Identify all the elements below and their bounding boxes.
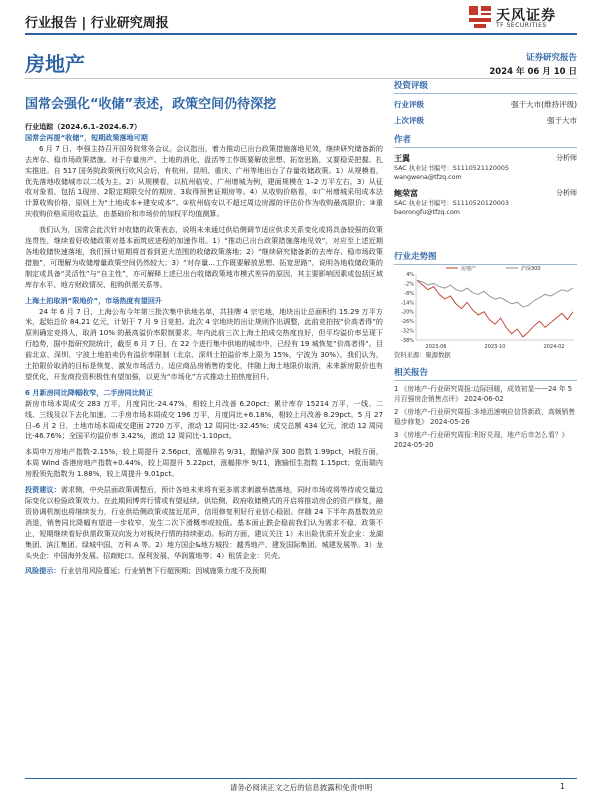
series-line (417, 280, 573, 337)
footer-rule (25, 778, 577, 779)
subheading-1: 国常会再提“收储”，短期政策落地可期 (25, 132, 148, 142)
x-tick-label: 2023-06 (425, 344, 447, 350)
legend-label: 沪深300 (521, 266, 541, 272)
footer-disclaimer: 请务必阅读正文之后的信息披露和免责申明 (229, 783, 373, 792)
related-list (394, 384, 577, 450)
logo-mark-icon (468, 5, 492, 29)
author-title: 作者 (394, 133, 577, 148)
analyst-2-name: 鲍荣富 (394, 189, 418, 198)
analyst-2-email[interactable]: baorongfu@tfzq.com (394, 209, 460, 216)
analyst-2 (394, 188, 577, 217)
rating-value: 强于大市(维持评级) (511, 100, 577, 109)
y-tick-label: -2% (404, 281, 414, 288)
series-line (417, 280, 573, 307)
analyst-2-sac: SAC 执业证书编号：S1110520120003 (394, 200, 509, 207)
analyst-1-role: 分析师 (556, 154, 577, 162)
related-item[interactable]: 2 《房地产-行业研究周报:多地迅速响应信贷新政，高频销售稳步修复》 2024-05-26 (394, 408, 576, 426)
y-tick-label: -20% (401, 309, 414, 316)
chart-source: 资料来源：聚源数据 (394, 352, 451, 359)
paragraph-risk (25, 566, 383, 577)
risk-label: 风险提示： (25, 566, 61, 576)
investment-text: 需求侧，中央层面政策调整后，预计各地未来将有更多需求刺激举措落地，同时市场或将等待或交量边际变化以检验政策效力。在此期间博弈行情或有望延续。供给侧，政府收储模式的开启将推动房企的资产修复，融资协调机制也将继续发力，行业供给侧政策或接近尾声，信用修复利好行业信心稳固。伴随 24 下半年高基数效应消退，销售同比降幅有望进一步收窄，发生二次下滑概率或较低。基本面止跌企稳前我们认为需求不稳、政策不止，短期继续看好供需政策双向发力对板块行情的持续驱动。标的方面，建议关注 1）未出险优质开发企业：龙湖集团、滨江集团、绿城中国、万科 A 等。2）地方国企&地方城投：越秀地产、建发国际集团、城建发展等。3）龙头央企：中国海外发展、招商蛇口、保利发展、华润置地等；4）租赁企业：贝壳。 (25, 485, 384, 560)
logo-text-en: TF SECURITIES (496, 22, 547, 29)
logo (468, 3, 578, 31)
author-block (394, 133, 577, 217)
subheading-3: 6 月新房同比降幅收窄，二手房同比转正 (25, 387, 153, 397)
doc-type: 证券研究报告 (525, 53, 577, 63)
analyst-1-name: 王翼 (394, 154, 410, 163)
tracking-title: 行业追踪（2024.6.1–2024.6.7） (25, 122, 142, 131)
paragraph-2: 我们认为，国常会此次针对收储的政策表态，说明未来通过供给侧调节适应供求关系变化或将具备较强的政策连贯性，继续看好收储政策对基本面筑底进程的加速作用。1）“推动已出台政策措施落地见效”，对应至上述近期各地收储快速落地，我们预计短期将首看到更大范围的收储政策落地；2）“继续研究储备新的去库存、稳市场政策措施”，可理解为收储增量政策空间仍然较大；3）“对存量...工作既要解放思想、拓宽思路”，说明各地收储政策的制定或具备“灵活性”与“自主性”，亦可解释上述已出台收储政策地市模式差异的原因，其主要影响因素或包括区域库存水平、地方财政情况、租购供需关系等。 (25, 225, 383, 289)
page-number: 1 (560, 782, 565, 791)
analyst-1-email[interactable]: wangwena@tfzq.com (394, 174, 462, 181)
rating-row (394, 99, 577, 110)
trend-chart (394, 262, 577, 352)
header-rule (25, 33, 577, 35)
x-tick-label: 2023-10 (484, 344, 506, 350)
related-block (394, 366, 577, 450)
sector-title: 房地产 (25, 52, 85, 76)
y-tick-label: -26% (401, 319, 414, 326)
y-tick-label: 4% (406, 272, 414, 278)
rating-title: 投资评级 (394, 79, 577, 94)
report-body (25, 122, 383, 577)
legend-label: 房地产 (461, 266, 477, 272)
rating-block (394, 79, 577, 126)
analyst-1-sac: SAC 执业证书编号：S1110521120005 (394, 165, 509, 172)
headline: 国常会强化“收储”表述，政策空间仍待深挖 (25, 97, 277, 112)
paragraph-4: 新房市场本周成交 283 万平，月度同比-24.47%，相较上月改善 6.20pct；累计库存 15214 万平，一线、二线、三线及以下去化加速。二手房市场本周成交 196 万平，月度同比+6.18%，相较上月改善 8.29pct。5 月 27 日–6 月 2 日，土地市场本周成交建面 2720 万平，滚动 12 周同比-32.45%；成交总额 434 亿元，滚动 12 周同比-46.76%；全国平均溢价率 3.42%，滚动 12 周同比-1.10pct。 (25, 398, 383, 441)
trend-title: 行业走势图 (394, 250, 577, 265)
investment-label: 投资建议： (25, 485, 61, 495)
logo-text-cn: 天风证券 (496, 8, 556, 24)
report-category: 行业报告 | 行业研究周报 (25, 16, 169, 31)
y-tick-label: -8% (404, 290, 414, 297)
paragraph-5: 本周申万房地产指数-2.15%，较上周提升 2.56pct，涨幅排名 9/31，跑输沪深 300 指数 1.99pct，H股方面，本周 Wind 香港房地产指数+0.44%，较上周提升 5.22pct，涨幅排序 9/11，跑输恒生指数 1.15pct；克而瑞内房股领先指数为 1.88%，较上周提升 9.01pct。 (25, 447, 383, 479)
y-tick-label: -38% (401, 338, 414, 344)
analyst-1 (394, 153, 577, 182)
paragraph-3: 24 年 6 月 7 日，上海公布今年第三批次集中供地名单，共挂牌 4 宗宅地，地块出让总面积约 15.29 万平方米，起始总价 84.21 亿元，计划于 7 月 9 日竞拍。此次 4 宗地块的出让规则作出调整，此前竞拍按“价高者得”的原则确定竞得人，取消 10% 的最高溢价率限制要求。年内此前三次上海土拍成交热度良好，但平均溢价率呈现下行趋势，据中指研究院统计，截至 6 月 7 日，在 22 个进行集中供地的城市中，已经有 19 城恢复“价高者得”。目前北京、深圳、宁波土地拍卖仍有溢价率限制（北京、深圳土拍溢价率上限为 15%，宁波为 30%）。我们认为，土拍限价取消的目标是恢复、激发市场活力，适应商品房销售的变化，伴随上海土地限价取消，未来新房限价也有望优化，开发商投资积极性有望加强，以更为“市场化”方式推动土拍热度回升。 (25, 306, 383, 381)
prev-rating-row (394, 115, 577, 126)
x-tick-label: 2024-02 (543, 344, 565, 350)
y-tick-label: -32% (401, 328, 414, 335)
subheading-2: 上海土拍取消“限地价”，市场热度有望回升 (25, 295, 163, 305)
analyst-2-role: 分析师 (556, 189, 577, 197)
rating-label: 行业评级 (394, 100, 424, 109)
paragraph-1: 6 月 7 日，李强主持召开国务院常务会议。会议指出，着力推动已出台政策措施落地见效，继续研究储备新的去库存、稳市场政策措施。对于存量房产、土地的消化、盘活等工作既要解放思想、拓宽思路，又要稳妥把握、扎实推进。自 517 国务院政策例行吹风会后，有杭州、昆明、重庆、广州等地出台了存量收储政策。1）从规模看，优先落地收储城市以二线为主。2）从规模看，以杭州临安、广州增城为例，建面规模在 1–2 万平左右。3）从征收对象看，包括 1现房、2限定期限交付的期房、3取得预售证期房等。4）从收购价格看，①广州增城采用成本法计算收购价格，原则上为“土地成本+建安成本”。②杭州临安以不超过周边房源的评估价作为收购最高限价；③重庆收购价格采用收益法，由基础价和市场价的加权平均值测算。 (25, 143, 383, 219)
related-title: 相关报告 (394, 366, 577, 381)
related-item[interactable]: 3 《房地产-行业研究周报:利好兑现，地产后市怎么看？》 2024-05-20 (394, 431, 569, 449)
prev-rating-value: 强于大市 (547, 116, 577, 125)
related-item[interactable]: 1 《房地产-行业研究周报:边际回暖，成效初显——24 年 5 月百强房企销售点评》 2024-06-02 (394, 385, 573, 403)
paragraph-investment (25, 485, 383, 561)
y-tick-label: -14% (401, 300, 414, 307)
risk-text: 行业信用风险蔓延；行业销售下行超预期；因城施策力度不及预期 (60, 566, 267, 576)
prev-rating-label: 上次评级 (394, 116, 424, 125)
report-date: 2024 年 06 月 10 日 (489, 67, 577, 77)
